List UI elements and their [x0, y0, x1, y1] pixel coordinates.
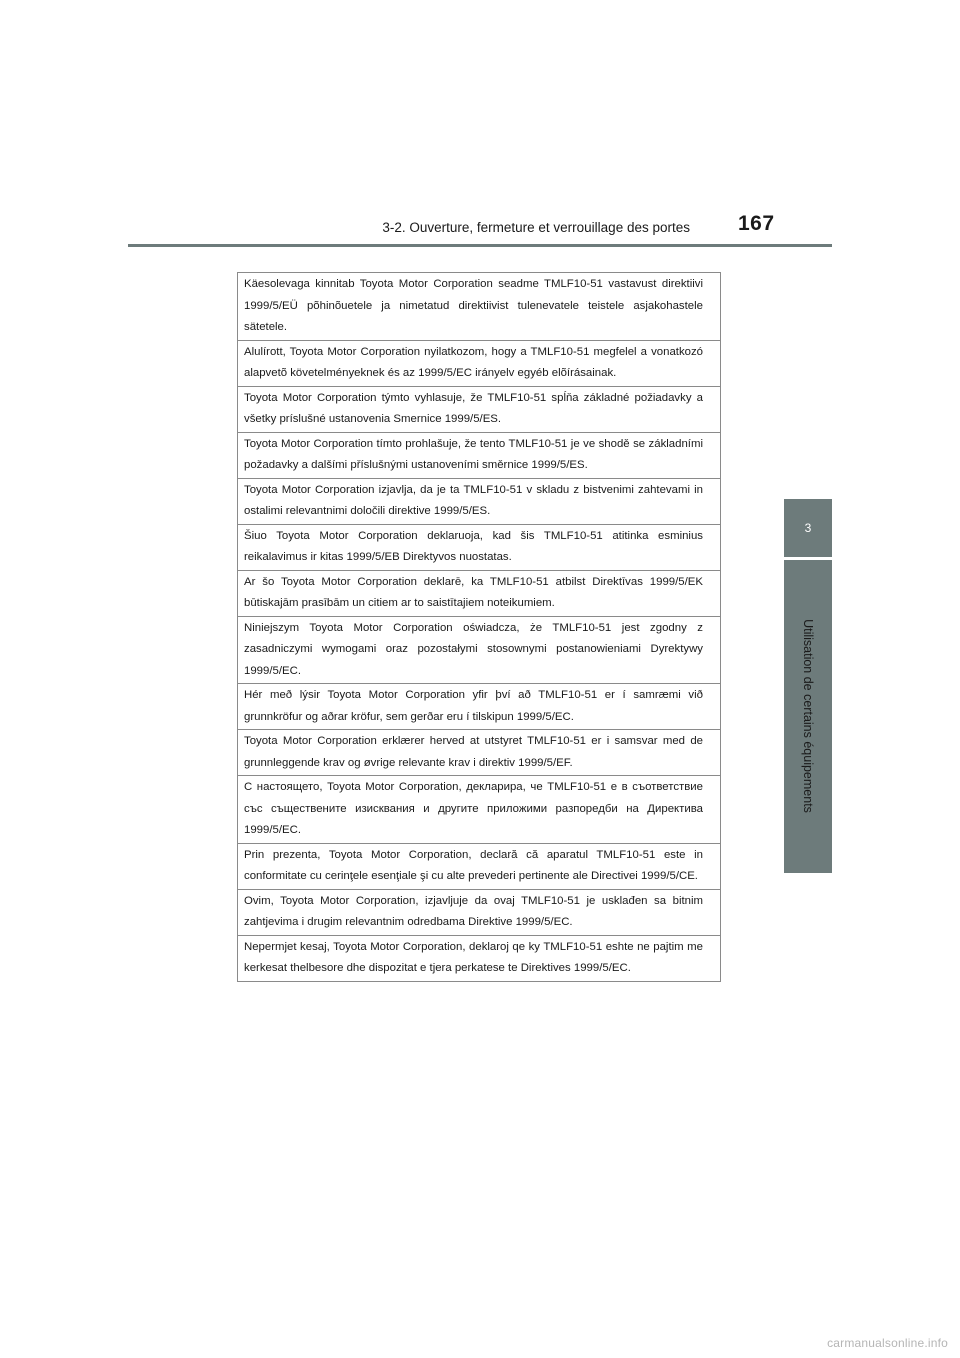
declaration-polish: Niniejszym Toyota Motor Corporation oświadcza, że TMLF10-51 jest zgodny z zasadniczymi wymogami oraz pozostałymi stosownymi postanowieniami Dyrektywy 1999/5/EC. [238, 616, 720, 684]
declaration-table [237, 272, 721, 982]
section-title: 3-2. Ouverture, fermeture et verrouillage des portes [382, 220, 690, 235]
header-divider [128, 244, 832, 247]
chapter-title: Utilisation de certains équipements [801, 619, 815, 813]
declaration-lithuanian: Šiuo Toyota Motor Corporation deklaruoja, kad šis TMLF10-51 atitinka esminius reikalavimus ir kitas 1999/5/EB Direktyvos nuostatas. [238, 524, 720, 570]
chapter-number: 3 [804, 521, 812, 535]
chapter-tab [784, 499, 832, 557]
page-number: 167 [738, 212, 775, 235]
declaration-slovak: Toyota Motor Corporation týmto vyhlasuje, že TMLF10-51 spĺňa základné požiadavky a všetky príslušné ustanovenia Smernice 1999/5/ES. [238, 386, 720, 432]
declaration-estonian: Käesolevaga kinnitab Toyota Motor Corporation seadme TMLF10-51 vastavust direktiivi 1999/5/EÜ põhinõuetele ja nimetatud direktiivist tulenevatele teistele asjakohastele sätetele. [244, 278, 703, 333]
declaration-latvian: Ar šo Toyota Motor Corporation deklarē, ka TMLF10-51 atbilst Direktīvas 1999/5/EK būtiskajām prasībām un citiem ar to saistītajiem noteikumiem. [238, 570, 720, 616]
declaration-czech: Toyota Motor Corporation tímto prohlašuje, že tento TMLF10-51 je ve shodě se základními požadavky a dalšími příslušnými ustanoveními směrnice 1999/5/ES. [238, 432, 720, 478]
declaration-slovenian: Toyota Motor Corporation izjavlja, da je ta TMLF10-51 v skladu z bistvenimi zahtevami in ostalimi relevantnimi določili direktive 1999/5/ES. [238, 478, 720, 524]
declaration-romanian: Prin prezenta, Toyota Motor Corporation, declară că aparatul TMLF10-51 este in conformitate cu cerinţele esenţiale şi cu alte prevederi pertinente ale Directivei 1999/5/CE. [238, 843, 720, 889]
declaration-icelandic: Hér með lýsir Toyota Motor Corporation yfir því að TMLF10-51 er í samræmi við grunnkröfur og aðrar kröfur, sem gerðar eru í tilskipun 1999/5/EC. [238, 683, 720, 729]
watermark: carmanualsonline.info [827, 1336, 948, 1350]
declaration-croatian: Ovim, Toyota Motor Corporation, izjavljuje da ovaj TMLF10-51 je usklađen sa bitnim zahtjevima i drugim relevantnim odredbama Direktive 1999/5/EC. [238, 889, 720, 935]
declaration-albanian: Nepermjet kesaj, Toyota Motor Corporation, deklaroj qe ky TMLF10-51 eshte ne pajtim me kerkesat thelbesore dhe dispozitat e tjera perkatese te Direktives 1999/5/EC. [238, 935, 720, 981]
declaration-bulgarian: С настоящето, Toyota Motor Corporation, декларира, че TMLF10-51 е в съответствие със съществените изисквания и другите приложими разпоредби на Директива 1999/5/EC. [238, 775, 720, 843]
declaration-norwegian: Toyota Motor Corporation erklærer herved at utstyret TMLF10-51 er i samsvar med de grunnleggende krav og øvrige relevante krav i direktiv 1999/5/EF. [238, 729, 720, 775]
declaration-hungarian: Alulírott, Toyota Motor Corporation nyilatkozom, hogy a TMLF10-51 megfelel a vonatkozó alapvetõ követelményeknek és az 1999/5/EC irányelv egyéb elõírásainak. [238, 340, 720, 386]
